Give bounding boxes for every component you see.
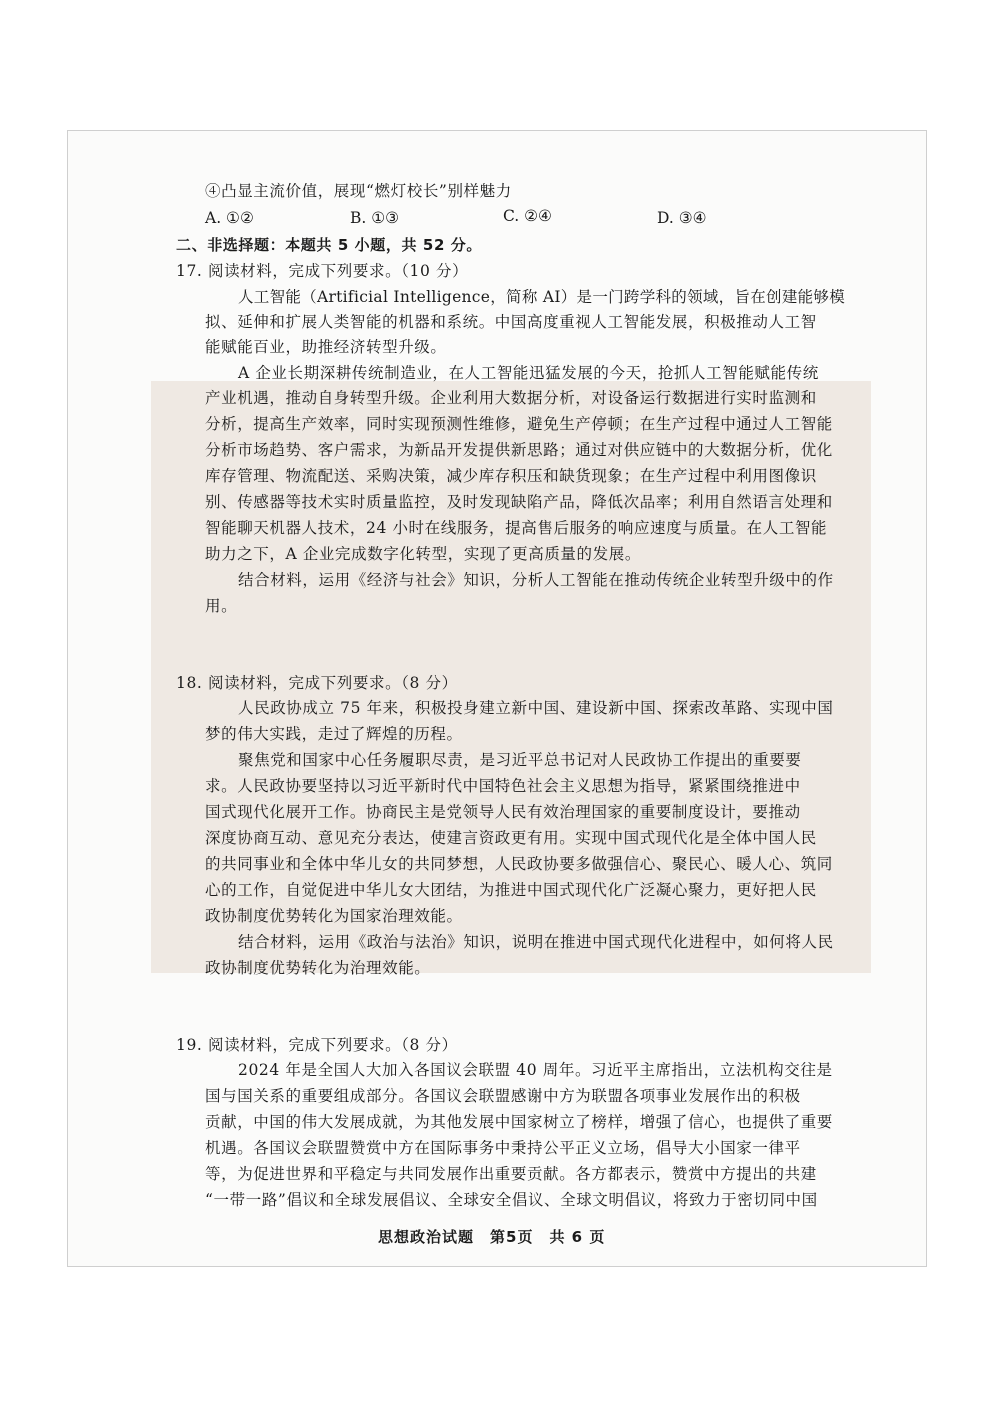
q17-line: 结合材料，运用《经济与社会》知识，分析人工智能在推动传统企业转型升级中的作: [238, 571, 834, 589]
q19-line: 等，为促进世界和平稳定与共同发展作出重要贡献。各方都表示，赞赏中方提出的共建: [205, 1165, 817, 1183]
q17-line: A 企业长期深耕传统制造业，在人工智能迅猛发展的今天，抢抓人工智能赋能传统: [238, 364, 819, 382]
q17-line: 人工智能（Artificial Intelligence，简称 AI）是一门跨学科的领域，旨在创建能够模: [238, 288, 846, 306]
q18-line: 心的工作，自觉促进中华儿女大团结，为推进中国式现代化广泛凝心聚力，更好把人民: [205, 881, 817, 899]
q18-line: 梦的伟大实践，走过了辉煌的历程。: [205, 725, 463, 743]
q17-line: 能赋能百业，助推经济转型升级。: [205, 338, 447, 356]
q17-line: 产业机遇，推动自身转型升级。企业利用大数据分析，对设备运行数据进行实时监测和: [205, 389, 817, 407]
q17-line: 拟、延伸和扩展人类智能的机器和系统。中国高度重视人工智能发展，积极推动人工智: [205, 313, 817, 331]
q17-line: 用。: [205, 597, 238, 615]
q19-line: “一带一路”倡议和全球发展倡议、全球安全倡议、全球文明倡议，将致力于密切同中国: [205, 1191, 818, 1209]
q18-line: 国式现代化展开工作。协商民主是党领导人民有效治理国家的重要制度设计，要推动: [205, 803, 801, 821]
q19-line: 贡献，中国的伟大发展成就，为其他发展中国家树立了榜样，增强了信心，也提供了重要: [205, 1113, 833, 1131]
q16-item4: ④凸显主流价值，展现“燃灯校长”别样魅力: [205, 182, 512, 200]
q18-line: 的共同事业和全体中华儿女的共同梦想，人民政协要多做强信心、聚民心、暖人心、筑同: [205, 855, 833, 873]
q19-heading: 19. 阅读材料，完成下列要求。（8 分）: [176, 1036, 458, 1054]
q17-line: 分析市场趋势、客户需求，为新品开发提供新思路；通过对供应链中的大数据分析，优化: [205, 441, 833, 459]
q16-option-a: A. ①②: [205, 209, 254, 227]
section2-title: 二、非选择题：本题共 5 小题，共 52 分。: [176, 236, 483, 254]
q19-line: 2024 年是全国人大加入各国议会联盟 40 周年。习近平主席指出，立法机构交往是: [238, 1061, 833, 1079]
q17-line: 库存管理、物流配送、采购决策，减少库存积压和缺货现象；在生产过程中利用图像识: [205, 467, 817, 485]
q18-line: 聚焦党和国家中心任务履职尽责，是习近平总书记对人民政协工作提出的重要要: [238, 751, 802, 769]
q18-heading: 18. 阅读材料，完成下列要求。（8 分）: [176, 674, 458, 692]
q18-line: 政协制度优势转化为治理效能。: [205, 959, 431, 977]
q19-line: 国与国关系的重要组成部分。各国议会联盟感谢中方为联盟各项事业发展作出的积极: [205, 1087, 801, 1105]
q18-line: 深度协商互动、意见充分表达，使建言资政更有用。实现中国式现代化是全体中国人民: [205, 829, 817, 847]
q18-line: 人民政协成立 75 年来，积极投身建立新中国、建设新中国、探索改革路、实现中国: [238, 699, 834, 717]
q17-heading: 17. 阅读材料，完成下列要求。（10 分）: [176, 262, 469, 280]
q16-option-d: D. ③④: [657, 209, 707, 227]
q18-line: 政协制度优势转化为国家治理效能。: [205, 907, 463, 925]
q17-line: 别、传感器等技术实时质量监控，及时发现缺陷产品，降低次品率；利用自然语言处理和: [205, 493, 833, 511]
q18-line: 结合材料，运用《政治与法治》知识，说明在推进中国式现代化进程中，如何将人民: [238, 933, 834, 951]
q16-option-c: C. ②④: [503, 207, 552, 225]
q19-line: 机遇。各国议会联盟赞赏中方在国际事务中秉持公平正义立场，倡导大小国家一律平: [205, 1139, 801, 1157]
q16-option-b: B. ①③: [350, 209, 400, 227]
page-footer: 思想政治试题 第5页 共 6 页: [378, 1228, 606, 1246]
q17-line: 分析，提高生产效率，同时实现预测性维修，避免生产停顿；在生产过程中通过人工智能: [205, 415, 833, 433]
q18-line: 求。人民政协要坚持以习近平新时代中国特色社会主义思想为指导，紧紧围绕推进中: [205, 777, 801, 795]
q17-line: 智能聊天机器人技术，24 小时在线服务，提高售后服务的响应速度与质量。在人工智能: [205, 519, 828, 537]
q17-line: 助力之下，A 企业完成数字化转型，实现了更高质量的发展。: [205, 545, 641, 563]
